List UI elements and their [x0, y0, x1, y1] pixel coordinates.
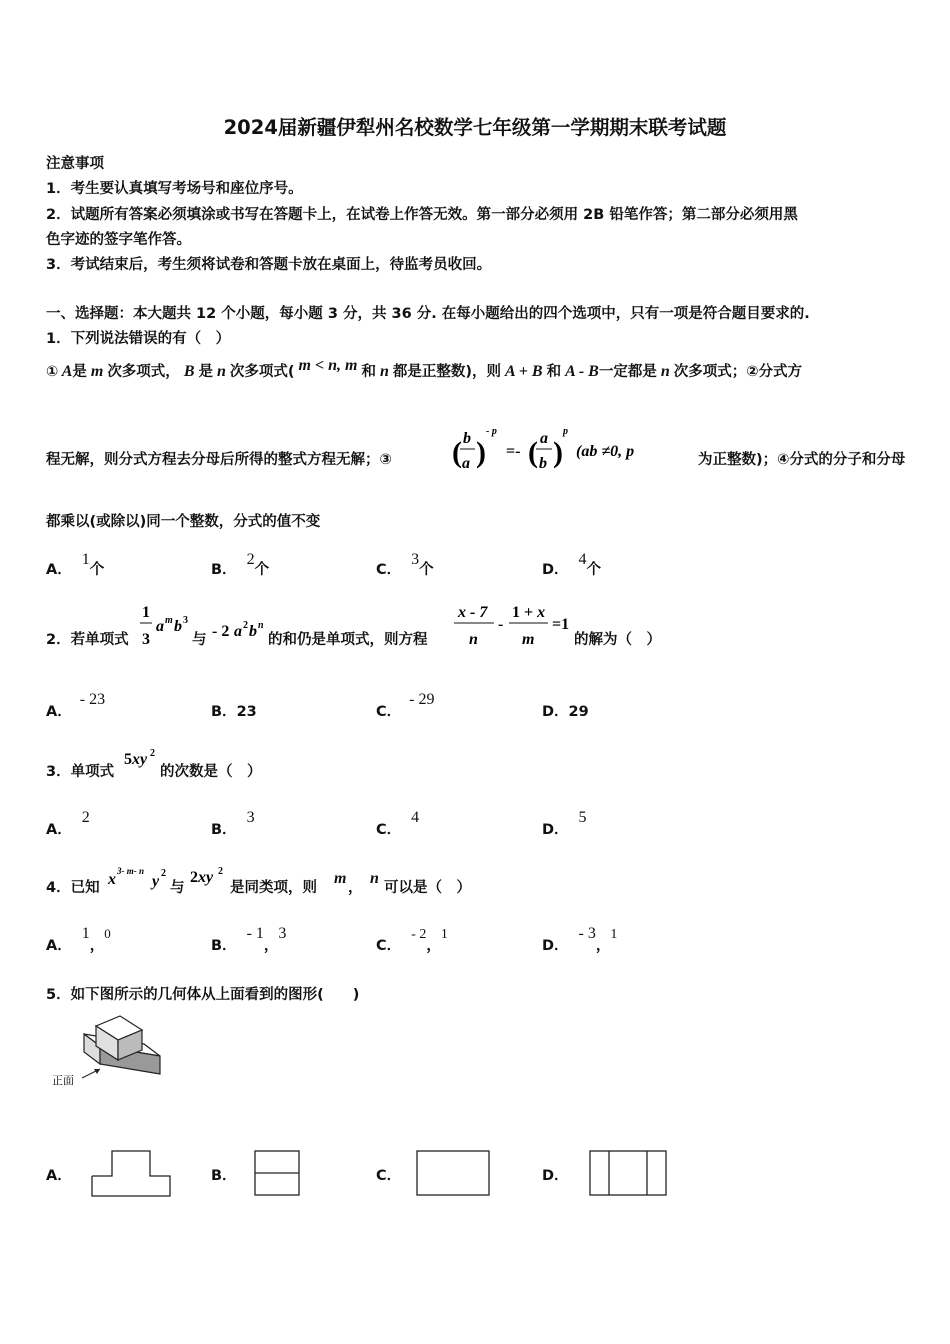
- svg-text:2: 2: [218, 866, 223, 877]
- svg-text:x - 7: x - 7: [458, 604, 488, 621]
- svg-text:3: 3: [142, 631, 150, 648]
- svg-text:b: b: [174, 618, 182, 635]
- q4-term-1: [106, 862, 172, 892]
- q4-option-d[interactable]: D．- 3，1: [542, 925, 618, 954]
- svg-text:m: m: [522, 631, 535, 648]
- svg-text:): ): [476, 436, 486, 469]
- q4-option-a[interactable]: A．1，0: [46, 925, 111, 954]
- q2-monomial-2: [210, 614, 274, 644]
- page-title: 2024届新疆伊犁州名校数学七年级第一学期期末联考试题: [223, 116, 727, 139]
- notice-item-3: 3．考试结束后，考生须将试卷和答题卡放在桌面上，待监考员收回。: [46, 257, 492, 273]
- svg-text:=1: =1: [552, 616, 570, 633]
- svg-text:2: 2: [150, 748, 155, 759]
- q2-equation: [452, 600, 576, 650]
- section-heading: 一、选择题：本大题共 12 个小题，每小题 3 分，共 36 分. 在每小题给出的四个选项中，只有一项是符合题目要求的.: [46, 306, 810, 322]
- svg-text:=-: =-: [506, 443, 521, 460]
- notice-heading: 注意事项: [46, 156, 104, 172]
- svg-text:a: a: [156, 618, 164, 635]
- svg-text:a: a: [234, 623, 242, 640]
- svg-text:p: p: [563, 426, 568, 437]
- svg-text:b: b: [539, 455, 547, 472]
- svg-text:1: 1: [142, 604, 150, 621]
- q1-option-c[interactable]: C．3个: [376, 551, 434, 578]
- q4-stem: 4．已知 x 3- m- n y 2 与 2xy 2 是同类项，则 m ， n 可以是（ ）: [46, 862, 746, 896]
- q2-options: [46, 688, 906, 718]
- q4-option-c[interactable]: C．- 2，1: [376, 927, 448, 954]
- q1-line1: ① A是 m 次多项式， B 是 n 次多项式( m < n, m 和 n 都是正整数)，则 A + B 和 A - B一定都是 n 次多项式；②分式方: [46, 357, 803, 380]
- q1-option-d[interactable]: D．4个: [542, 551, 602, 578]
- q2-option-a[interactable]: A．- 23: [46, 691, 106, 720]
- q2-option-c[interactable]: C．- 29: [376, 691, 435, 720]
- q3-option-a[interactable]: A．2: [46, 809, 90, 838]
- q5-solid-figure: [48, 1012, 168, 1092]
- svg-text:1 + x: 1 + x: [512, 604, 546, 621]
- svg-text:2: 2: [243, 620, 248, 631]
- svg-text:(: (: [528, 436, 538, 469]
- q5-option-a-shape: [90, 1148, 174, 1200]
- svg-text:2: 2: [161, 868, 166, 879]
- q3-option-d[interactable]: D．5: [542, 809, 587, 838]
- q1-formula: [448, 418, 698, 482]
- q1-option-a[interactable]: A．1个: [46, 551, 105, 578]
- q5-options: A． B． C． D．: [46, 1148, 906, 1208]
- svg-text:- 2: - 2: [212, 623, 230, 640]
- q1-options: [46, 548, 906, 578]
- q1-option-b[interactable]: B．2个: [211, 551, 270, 578]
- q3-options: [46, 806, 906, 836]
- svg-text:m: m: [165, 615, 173, 626]
- svg-text:b: b: [249, 623, 257, 640]
- q5-option-c-shape: [414, 1148, 492, 1200]
- svg-text:): ): [553, 436, 563, 469]
- svg-text:5xy: 5xy: [124, 751, 148, 768]
- q5-option-d-shape: [588, 1148, 670, 1200]
- q3-option-b[interactable]: B．3: [211, 809, 255, 838]
- notice-item-2-cont: 色字迹的签字笔作答。: [46, 232, 191, 248]
- svg-text:3- m- n: 3- m- n: [117, 866, 144, 876]
- svg-text:a: a: [540, 430, 548, 447]
- q1-stem: 1．下列说法错误的有（ ）: [46, 331, 231, 347]
- q4-options: [46, 922, 906, 952]
- q4-option-b[interactable]: B．- 1，3: [211, 925, 287, 954]
- svg-text:y: y: [152, 873, 160, 890]
- q2-stem: 2．若单项式 1 3 a m b 3 与 - 2 a 2 b n 的和仍是单项式，则方程 x - 7 n - 1 + x m =1 的解为（ ）: [46, 600, 926, 660]
- notice-item-1: 1．考生要认真填写考场号和座位序号。: [46, 181, 303, 197]
- svg-text:(ab ≠0, p: (ab ≠0, p: [576, 443, 635, 460]
- q2-option-b[interactable]: B．23: [211, 704, 257, 720]
- svg-text:2xy: 2xy: [190, 869, 214, 886]
- svg-text:n: n: [469, 631, 478, 648]
- svg-text:(: (: [452, 436, 462, 469]
- q3-option-c[interactable]: C．4: [376, 809, 420, 838]
- q4-term-2: [188, 862, 230, 892]
- q2-option-d[interactable]: D．29: [542, 704, 589, 720]
- svg-text:x: x: [108, 871, 116, 888]
- q3-monomial: [122, 748, 162, 772]
- svg-text:n: n: [258, 620, 264, 631]
- svg-text:- p: - p: [486, 426, 497, 437]
- q5-stem: 5．如下图所示的几何体从上面看到的图形( ): [46, 987, 360, 1003]
- svg-text:a: a: [462, 455, 470, 472]
- front-label: 正面: [52, 1074, 74, 1087]
- svg-text:3: 3: [183, 615, 188, 626]
- notice-item-2: 2．试题所有答案必须填涂或书写在答题卡上，在试卷上作答无效。第一部分必须用 2B 铅笔作答；第二部分必须用黑: [46, 207, 798, 223]
- svg-text:b: b: [463, 430, 471, 447]
- q5-option-b-shape: [253, 1148, 301, 1200]
- q2-monomial-1: [138, 600, 196, 650]
- svg-text:-: -: [498, 616, 504, 633]
- q1-line3: 都乘以(或除以)同一个整数，分式的值不变: [46, 514, 321, 530]
